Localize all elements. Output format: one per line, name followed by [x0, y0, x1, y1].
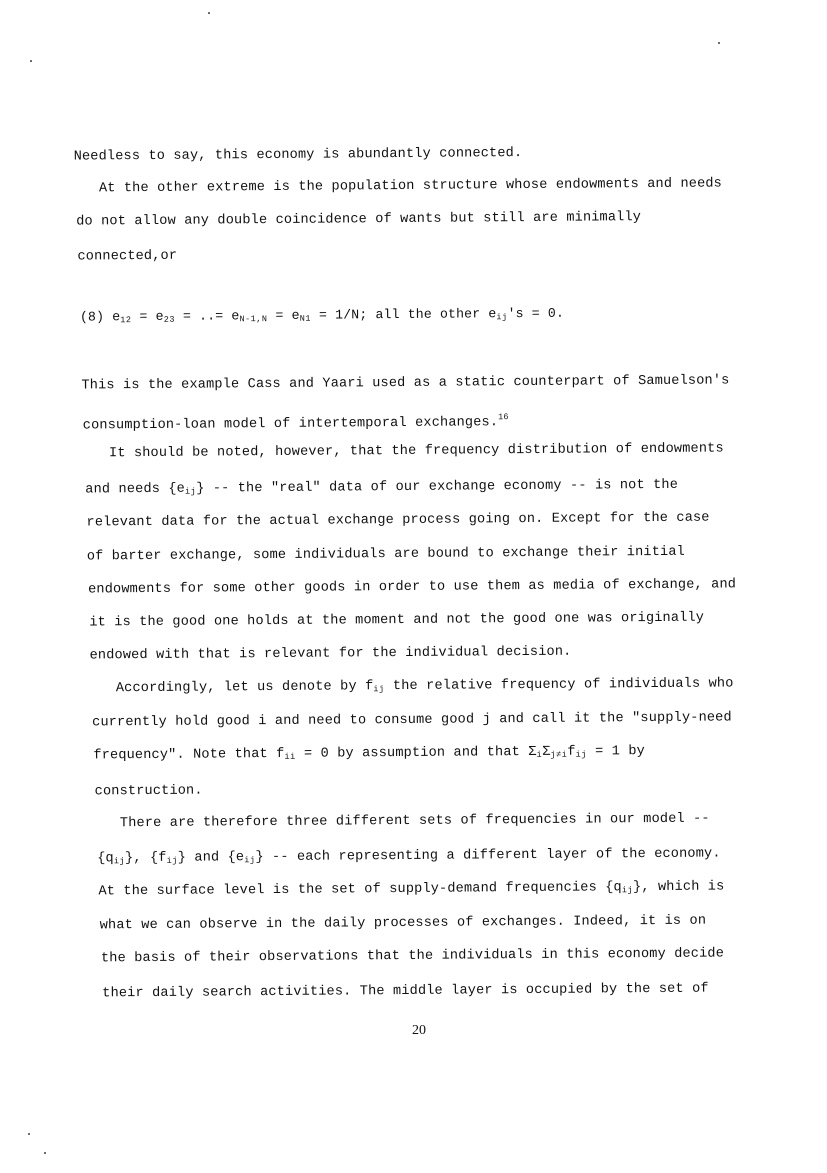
- scan-speck: [208, 12, 210, 14]
- text-line: Needless to say, this economy is abundantly connected.: [73, 146, 523, 165]
- text-line: do not allow any double coincidence of wants but still are minimally: [76, 210, 642, 230]
- text-line: This is the example Cass and Yaari used as a static counterpart of Samuelson's: [81, 373, 730, 394]
- text-line: what we can observe in the daily processes of exchanges. Indeed, it is on: [99, 913, 707, 934]
- paragraph-start: Accordingly, let us denote by $f_{ij}$ the relative frequency of individuals who: [115, 676, 734, 697]
- paragraph-start: At the other extreme is the population structure whose endowments and needs: [98, 176, 723, 197]
- scan-speck: [718, 42, 720, 44]
- text-line: of barter exchange, some individuals are bound to exchange their initial: [86, 544, 686, 565]
- footnote-marker: 16: [498, 412, 509, 423]
- equation-8: (8) $e_{12} = e_{23}$ = ..= $e_{N-1,N} = e_{N1} = 1/N$; all the other $e_{ij}'s = 0$.: [79, 305, 565, 326]
- text-line: endowments for some other goods in order to use them as media of exchange, and: [88, 577, 737, 598]
- paragraph-start: It should be noted, however, that the frequency distribution of endowments: [108, 441, 724, 462]
- text-line: and needs $\{e_{ij}\}$ -- the "real" data of our exchange economy -- is not the: [85, 477, 679, 498]
- scan-speck: [30, 60, 32, 62]
- text-line: frequency". Note that $f_{ii} = 0$ by assumption and that $\Sigma_i\Sigma_{j\ne i}f_{ij} = 1$ by: [93, 744, 646, 764]
- text-line: the basis of their observations that the individuals in this economy decide: [100, 946, 725, 967]
- text-line: consumption-loan model of intertemporal exchanges.$^{16}$: [82, 412, 509, 434]
- text-line: At the surface level is the set of supply-demand frequencies $\{q_{ij}\}$, which is: [98, 879, 725, 900]
- text-line: it is the good one holds at the moment and not the good one was originally: [89, 610, 705, 631]
- text-line: currently hold good i and need to consume good j and call it the "supply-need: [92, 710, 732, 731]
- scan-speck: [28, 1133, 30, 1135]
- text-line: construction.: [94, 783, 203, 800]
- paragraph-start: There are therefore three different sets of frequencies in our model --: [119, 811, 710, 832]
- text-line: $\{q_{ij}\}$, $\{f_{ij}\}$ and $\{e_{ij}\}$ -- each representing a different layer of the economy.: [97, 846, 721, 867]
- text-line: relevant data for the actual exchange process going on. Except for the case: [86, 510, 710, 531]
- page-number: 20: [412, 1023, 426, 1038]
- text-line: connected,or: [77, 248, 178, 265]
- text-line: endowed with that is relevant for the individual decision.: [89, 644, 572, 664]
- scan-speck: [44, 1152, 46, 1154]
- text-line: their daily search activities. The middle layer is occupied by the set of: [102, 981, 709, 1002]
